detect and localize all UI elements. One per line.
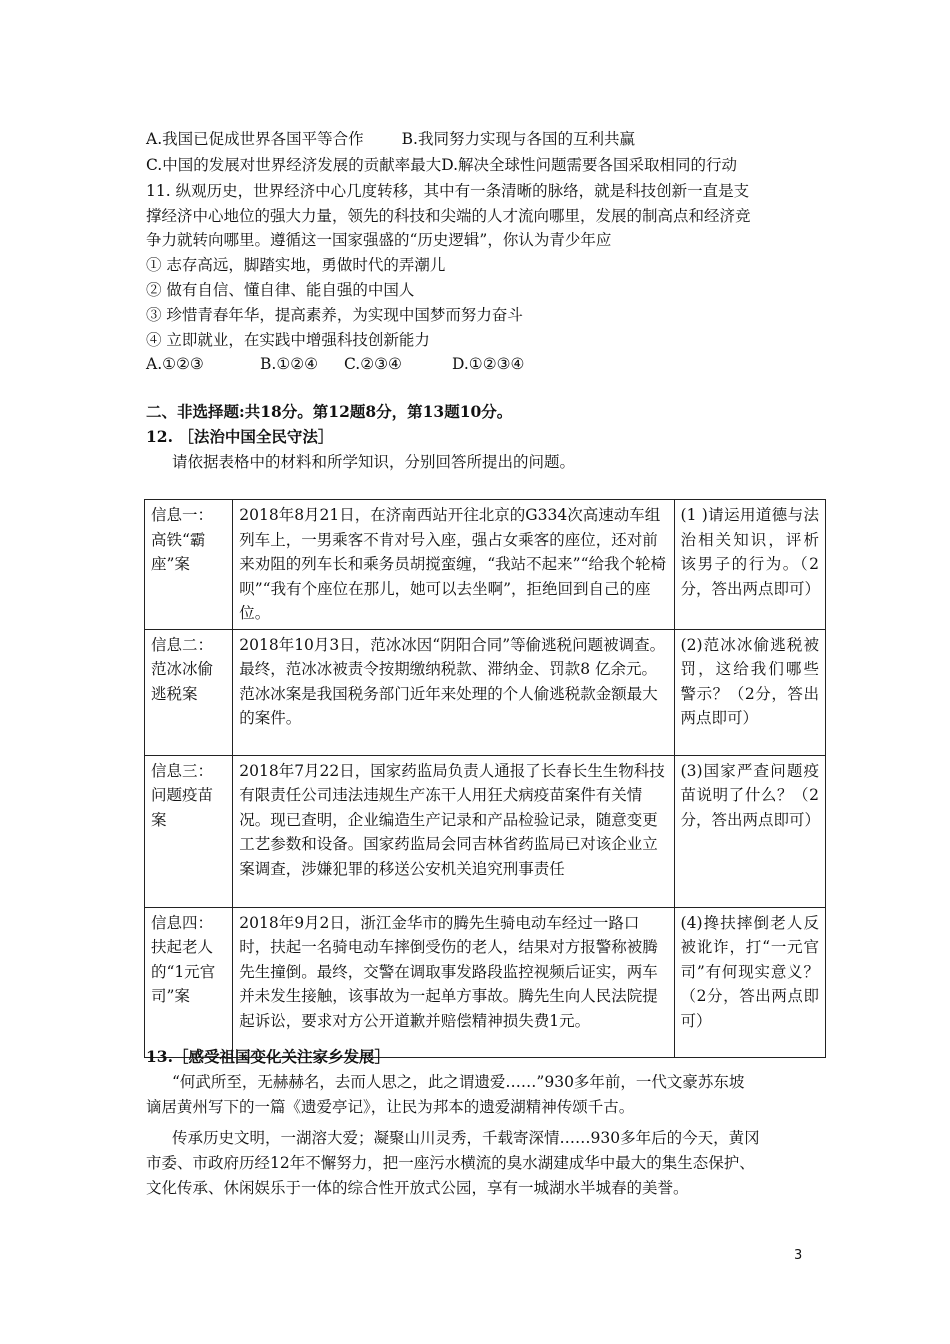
row-label: 信息二：范冰冰偷逃税案 [145,629,233,755]
q11-item: ③ 珍惜青春年华，提高素养，为实现中国梦而努力奋斗 [146,306,523,324]
q11-option-d: D.①②③④ [452,355,525,373]
q12-instruction: 请依据表格中的材料和所学知识，分别回答所提出的问题。 [172,453,576,471]
q10-options-row2 [146,154,737,176]
section2-title: 二、非选择题:共18分。第12题8分，第13题10分。 [146,402,513,421]
q13-title-text: 13.［感受祖国变化关注家乡发展］ [146,1047,390,1066]
q13-paragraph-line: 文化传承、休闲娱乐于一体的综合性开放式公园，享有一城湖水半城春的美誉。 [146,1179,689,1197]
row-material: 2018年8月21日，在济南西站开往北京的G334次高速动车组列车上，一男乘客不肯对号入座，强占女乘客的座位，还对前来劝阻的列车长和乘务员胡搅蛮缠，“我站不起来”“给我个轮椅呗”“我有个座位在那儿，她可以去坐啊”，拒绝回到自己的座位。 [233,500,674,630]
table-row [145,907,826,1057]
q12-table [144,499,826,1058]
q11-stem-line: 11. 纵观历史，世界经济中心几度转移，其中有一条清晰的脉络，就是科技创新一直是支 [146,182,750,200]
q11-stem-line: 撑经济中心地位的强大力量，领先的科技和尖端的人才流向哪里，发展的制高点和经济竞 [146,207,751,225]
q10-option-c: C.中国的发展对世界经济发展的贡献率最大 [146,156,442,174]
row-material: 2018年10月3日，范冰冰因“阴阳合同”等偷逃税问题被调查。最终，范冰冰被责令按期缴纳税款、滞纳金、罚款8 亿余元。范冰冰案是我国税务部门近年来处理的个人偷逃税款金额最大的案件。 [233,629,674,755]
q11-item: ④ 立即就业，在实践中增强科技创新能力 [146,331,430,349]
q13-paragraph-line: 传承历史文明，一湖溶大爱；凝聚山川灵秀，千载寄深情……930多年后的今天，黄冈 [172,1129,760,1147]
row-question: (4)搀扶摔倒老人反被讹诈，打“一元官司”有何现实意义？（2分，答出两点即可） [674,907,825,1057]
row-label: 信息三：问题疫苗案 [145,755,233,907]
q11-option-c: C.②③④ [344,355,402,373]
row-label: 信息四：扶起老人的“1元官司”案 [145,907,233,1057]
page-number: 3 [794,1248,803,1263]
q11-options [146,353,524,375]
q13-paragraph-line: “何武所至，无赫赫名，去而人思之，此之谓遗爱……”930多年前，一代文豪苏东坡 [172,1073,745,1091]
q10-options-row1 [146,128,635,150]
q13-paragraph-line: 谪居黄州写下的一篇《遗爱亭记》，让民为邦本的遗爱湖精神传颂千古。 [146,1098,635,1116]
q11-option-a: A.①②③ [146,355,204,373]
q10-option-b: B.我同努力实现与各国的互利共赢 [401,130,635,148]
row-material: 2018年7月22日，国家药监局负责人通报了长春长生生物科技有限责任公司违法违规生产冻干人用狂犬病疫苗案件有关情况。现已查明，企业编造生产记录和产品检验记录，随意变更工艺参数和设备。国家药监局会同吉林省药监局已对该企业立案调查，涉嫌犯罪的移送公安机关追究刑事责任 [233,755,674,907]
row-label: 信息一：高铁“霸座”案 [145,500,233,630]
table-row [145,500,826,630]
table-row [145,755,826,907]
q11-option-b: B.①②④ [260,355,319,373]
row-question: (2)范冰冰偷逃税被罚，这给我们哪些警示？（2分，答出两点即可） [674,629,825,755]
q11-stem-line: 争力就转向哪里。遵循这一国家强盛的“历史逻辑”，你认为青少年应 [146,231,612,249]
q11-item: ② 做有自信、懂自律、能自强的中国人 [146,281,415,299]
q10-option-a: A.我国已促成世界各国平等合作 [146,130,364,148]
q11-item: ① 志存高远，脚踏实地，勇做时代的弄潮儿 [146,256,446,274]
q12-title [146,426,333,448]
row-question: (3)国家严查问题疫苗说明了什么？（2分，答出两点即可） [674,755,825,907]
q13-title [146,1046,390,1068]
row-question: (1 )请运用道德与法治相关知识，评析该男子的行为。（2分，答出两点即可） [674,500,825,630]
q12-title-text: 12. ［法治中国全民守法］ [146,427,334,446]
row-material: 2018年9月2日，浙江金华市的腾先生骑电动车经过一路口时，扶起一名骑电动车摔倒受伤的老人，结果对方报警称被腾先生撞倒。最终，交警在调取事发路段监控视频后证实，两车并未发生接触，该事故为一起单方事故。腾先生向人民法院提起诉讼，要求对方公开道歉并赔偿精神损失费1元。 [233,907,674,1057]
table-row [145,629,826,755]
q10-option-d: D.解决全球性问题需要各国采取相同的行动 [441,156,738,174]
q13-paragraph-line: 市委、市政府历经12年不懈努力，把一座污水横流的臭水湖建成华中最大的集生态保护、 [146,1154,755,1172]
